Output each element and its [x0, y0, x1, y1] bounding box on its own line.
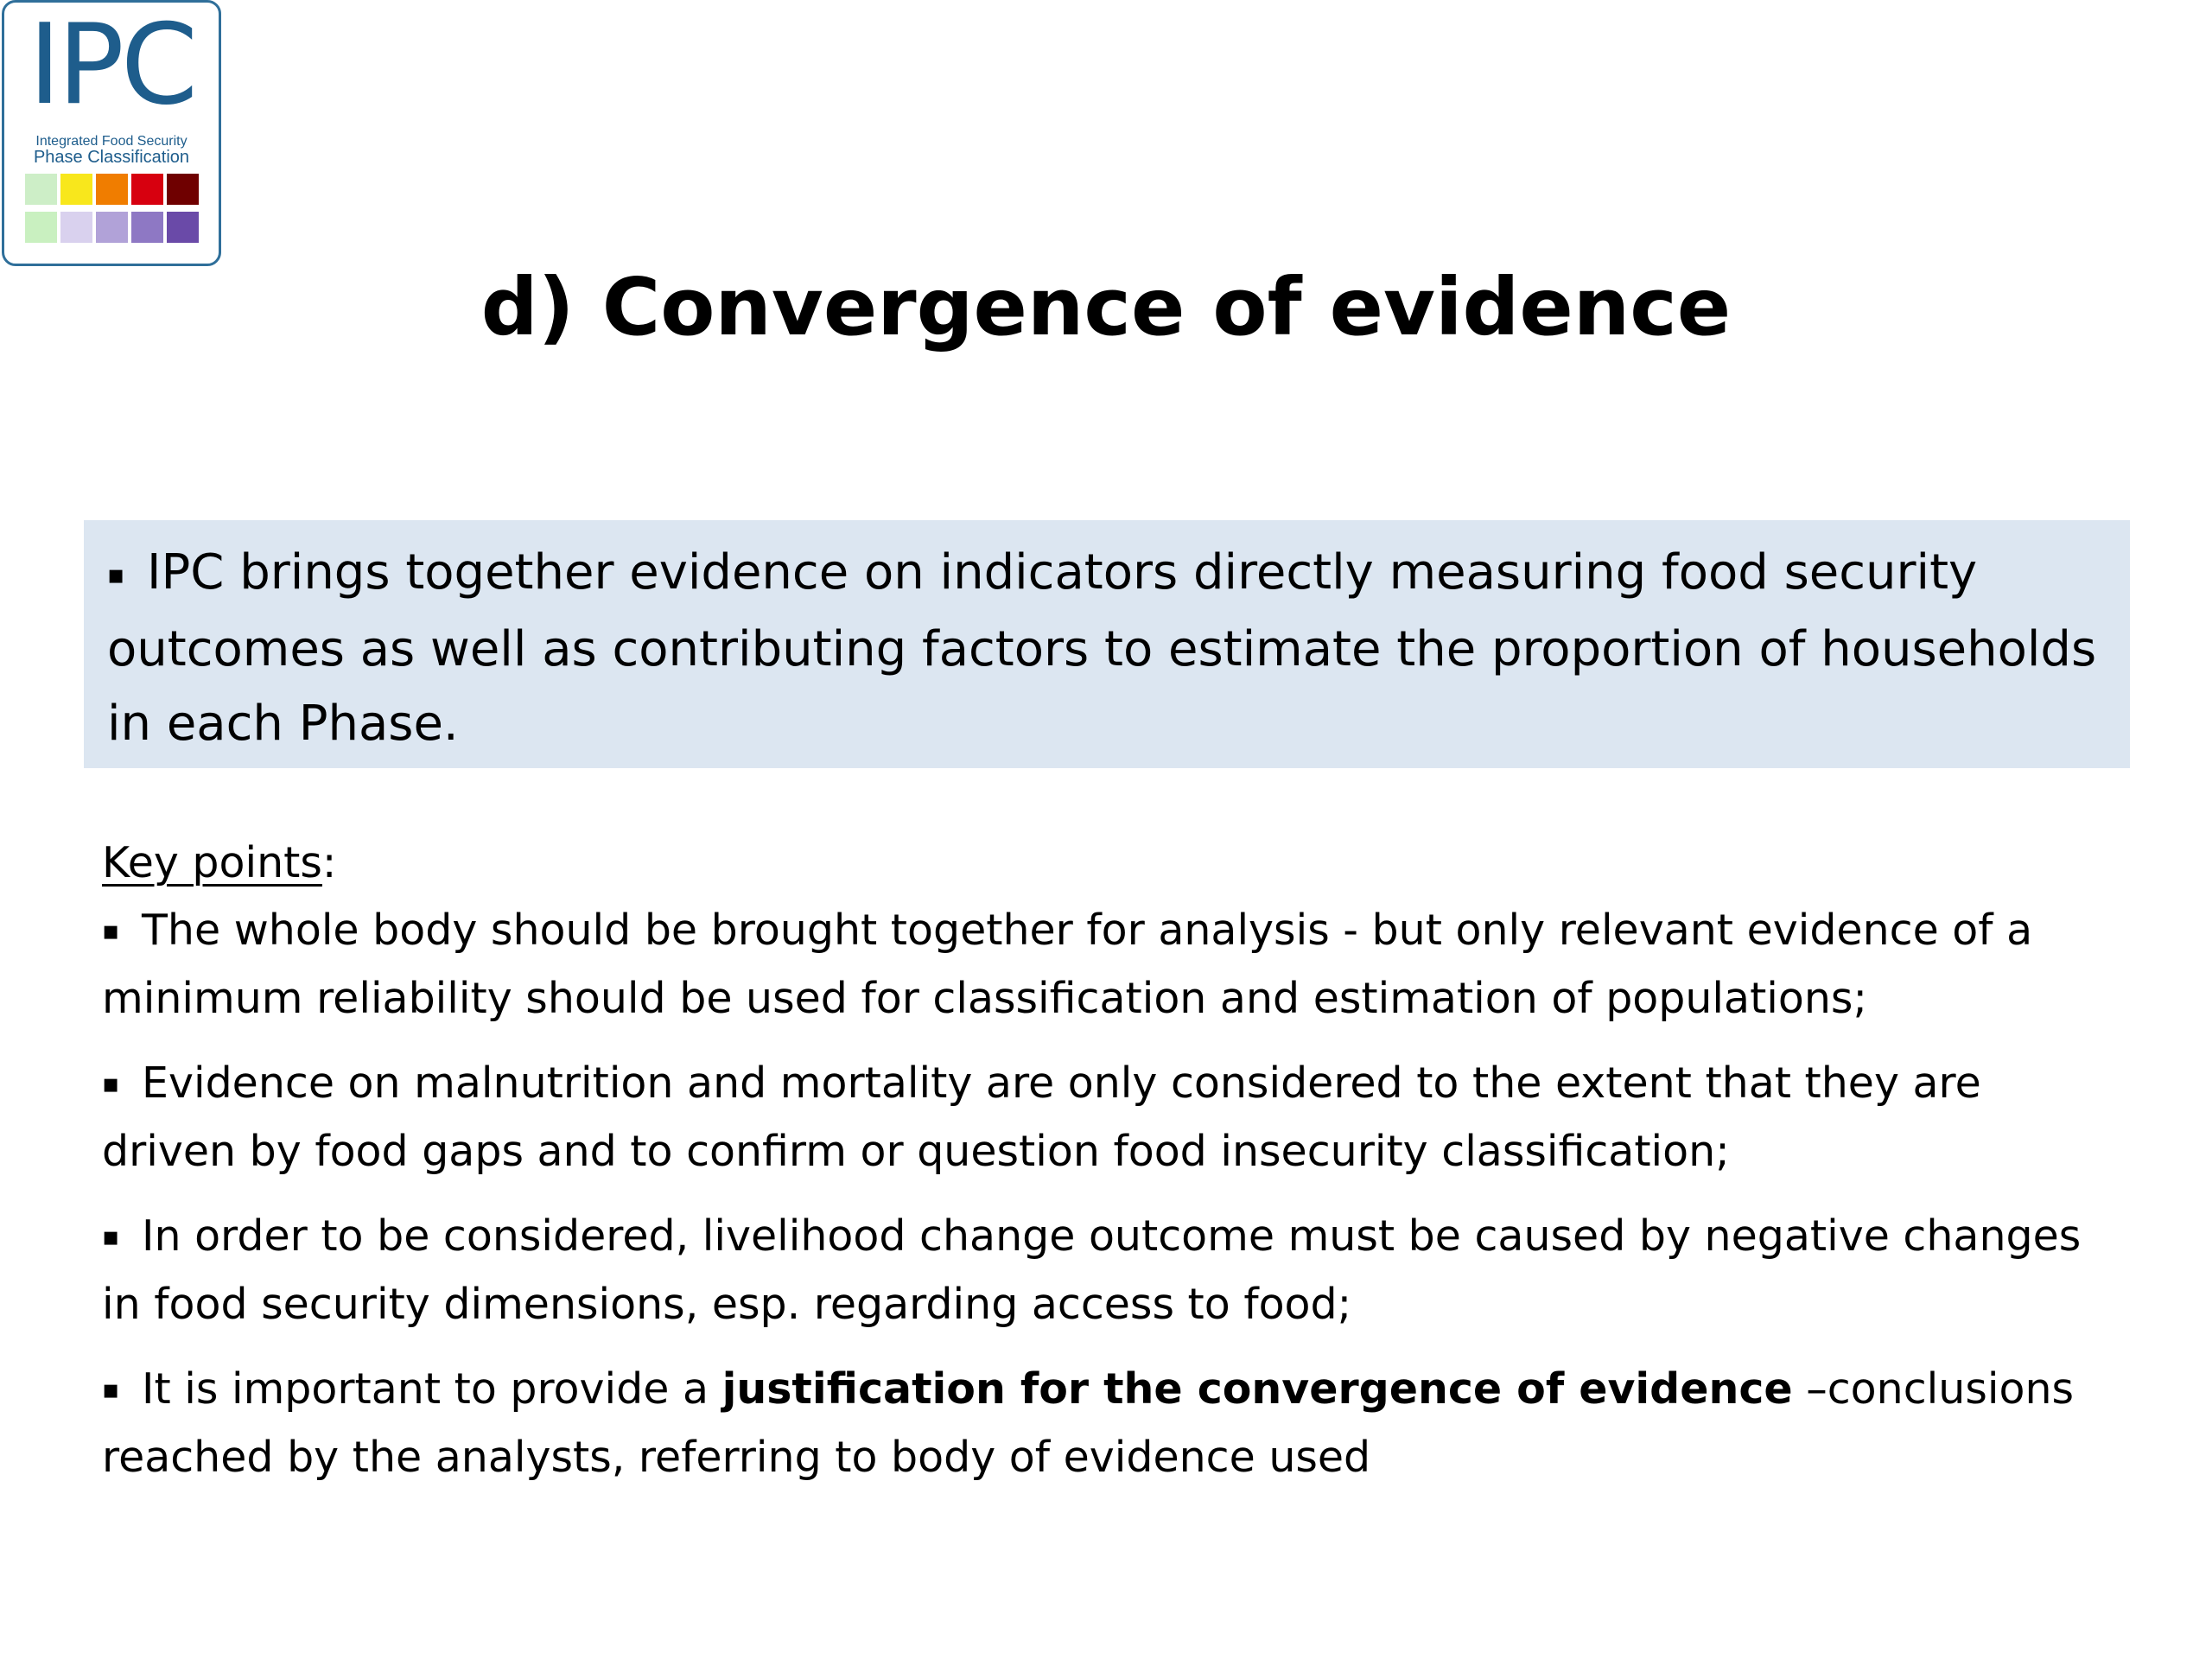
- key-point-item: [102, 1050, 2124, 1185]
- key-points-section: [102, 830, 2124, 1509]
- logo-swatch: [167, 174, 199, 205]
- key-point-text-bold: justification for the convergence of evidence: [721, 1364, 1793, 1414]
- logo-subtitle-line2: Phase Classification: [33, 148, 190, 167]
- logo-swatch-row-2: [4, 212, 219, 243]
- bullet-marker: ▪: [102, 1069, 120, 1099]
- logo-swatch: [25, 174, 57, 205]
- key-point-text: The whole body should be brought together for analysis - but only relevant evidence of a minimum reliability should be used for classification and estimation of populations;: [102, 906, 2033, 1023]
- ipc-logo: [2, 0, 221, 266]
- logo-swatch: [96, 174, 128, 205]
- key-point-text-before: It is important to provide a: [142, 1364, 722, 1414]
- bullet-marker: ▪: [107, 560, 125, 590]
- key-points-heading-colon: :: [321, 838, 337, 887]
- logo-swatch: [96, 212, 128, 243]
- key-points-heading: [102, 830, 2124, 897]
- logo-swatch: [60, 212, 92, 243]
- highlight-box: [84, 520, 2130, 768]
- logo-swatch: [60, 174, 92, 205]
- logo-swatch: [167, 212, 199, 243]
- slide-title: d) Convergence of evidence: [480, 261, 1732, 353]
- key-point-text-after: –conclusions reached by the analysts, referring to body of evidence used: [102, 1364, 2075, 1482]
- key-points-heading-label: Key points: [102, 838, 322, 887]
- bullet-marker: ▪: [102, 1222, 120, 1252]
- highlight-text: IPC brings together evidence on indicators directly measuring food security outcomes as well as contributing factors to estimate the proportion of households in each Phase.: [107, 544, 2097, 752]
- logo-letters: IPC: [28, 1, 195, 130]
- key-point-item: [102, 1203, 2124, 1338]
- key-point-item: [102, 1356, 2124, 1491]
- key-point-item: [102, 897, 2124, 1033]
- logo-swatch: [131, 212, 163, 243]
- logo-swatch: [131, 174, 163, 205]
- bullet-marker: ▪: [102, 916, 120, 946]
- logo-subtitle-line1: Integrated Food Security: [35, 134, 188, 149]
- logo-swatch: [25, 212, 57, 243]
- key-point-text: Evidence on malnutrition and mortality are only considered to the extent that they are driven by food gaps and to confirm or question food insecurity classification;: [102, 1058, 1981, 1176]
- bullet-marker: ▪: [102, 1375, 120, 1405]
- key-point-text: In order to be considered, livelihood change outcome must be caused by negative changes in food security dimensions, esp. regarding access to food;: [102, 1211, 2082, 1329]
- logo-swatch-row-1: [4, 174, 219, 205]
